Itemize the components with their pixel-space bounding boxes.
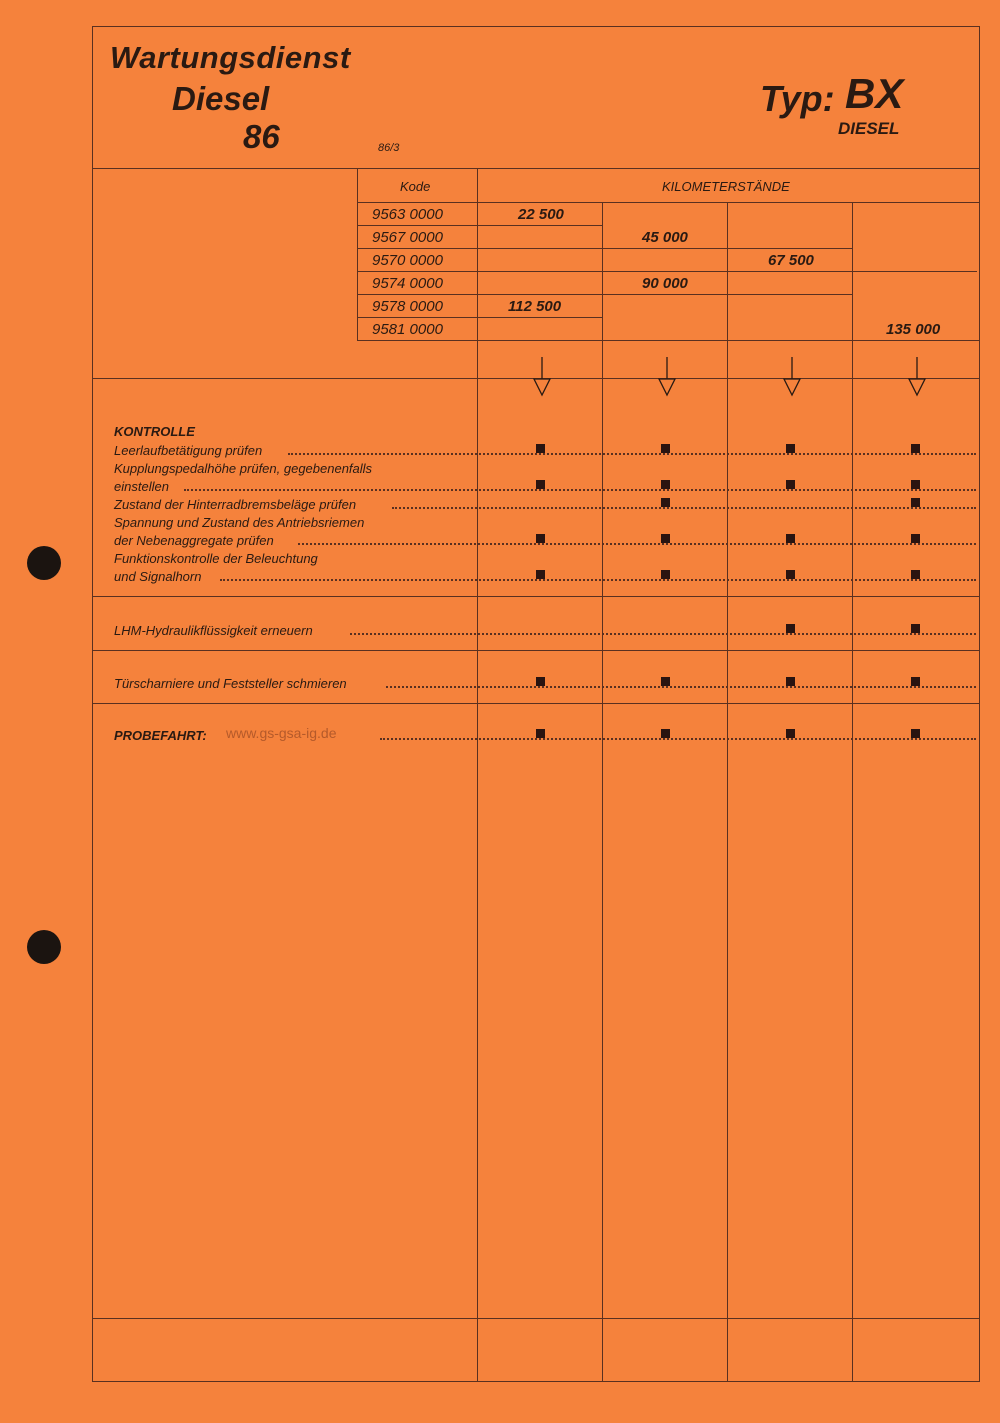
title-year: 86 xyxy=(243,118,280,155)
check-mark-square xyxy=(661,729,670,738)
form-reference: 86/3 xyxy=(378,142,400,154)
km-value: 22 500 xyxy=(518,206,564,223)
column-divider-4 xyxy=(852,202,853,1382)
footer-divider xyxy=(92,1318,980,1319)
check-mark-square xyxy=(661,570,670,579)
code-cell: 9581 0000 xyxy=(372,321,443,338)
task-label: Zustand der Hinterradbremsbeläge prüfen xyxy=(114,497,357,512)
check-mark-square xyxy=(661,480,670,489)
code-cell: 9563 0000 xyxy=(372,206,443,223)
row-line-4 xyxy=(357,294,852,295)
check-mark-square xyxy=(786,677,795,686)
check-mark-square xyxy=(536,480,545,489)
check-mark-square xyxy=(786,444,795,453)
header-divider xyxy=(92,168,980,169)
code-cell: 9567 0000 xyxy=(372,229,443,246)
km-column-header: KILOMETERSTÄNDE xyxy=(662,179,790,194)
typ-label: Typ: xyxy=(760,78,835,119)
kontrolle-heading: KONTROLLE xyxy=(114,424,195,439)
km-value: 90 000 xyxy=(642,275,688,292)
section-divider xyxy=(92,703,980,704)
task-label: der Nebenaggregate prüfen xyxy=(114,533,274,548)
check-mark-square xyxy=(911,480,920,489)
check-mark-square xyxy=(661,677,670,686)
check-mark-square xyxy=(911,444,920,453)
section-divider xyxy=(92,596,980,597)
km-value: 45 000 xyxy=(642,229,688,246)
task-label: Spannung und Zustand des Antriebsriemen xyxy=(114,515,365,530)
table-header-line xyxy=(357,202,980,203)
table-left-border xyxy=(357,168,358,340)
form-frame xyxy=(92,26,980,1382)
row-line-2 xyxy=(357,248,852,249)
check-mark-square xyxy=(661,534,670,543)
check-mark-square xyxy=(661,444,670,453)
task-label: einstellen xyxy=(114,479,169,494)
typ-sub: DIESEL xyxy=(838,119,900,138)
check-mark-square xyxy=(786,624,795,633)
km-value: 135 000 xyxy=(886,321,941,338)
km-value: 112 500 xyxy=(508,298,562,315)
code-cell: 9574 0000 xyxy=(372,275,443,292)
column-divider-1 xyxy=(477,168,478,1382)
down-arrow-icon xyxy=(657,357,677,397)
down-arrow-icon xyxy=(907,357,927,397)
watermark-text: www.gs-gsa-ig.de xyxy=(226,725,337,741)
check-mark-square xyxy=(911,624,920,633)
typ-value: BX xyxy=(845,70,904,117)
punch-hole-bottom xyxy=(27,930,61,964)
check-mark-square xyxy=(786,729,795,738)
dotted-leader xyxy=(350,633,976,635)
down-arrow-icon xyxy=(532,357,552,397)
check-mark-square xyxy=(911,570,920,579)
dotted-leader xyxy=(386,686,976,688)
dotted-leader xyxy=(392,507,976,509)
down-arrow-icon xyxy=(782,357,802,397)
row-line-6 xyxy=(357,340,980,341)
km-value: 67 500 xyxy=(768,252,814,269)
check-mark-square xyxy=(536,729,545,738)
task-label: Kupplungspedalhöhe prüfen, gegebenenfalls xyxy=(114,461,373,476)
check-mark-square xyxy=(911,534,920,543)
check-mark-square xyxy=(786,534,795,543)
task-label: LHM-Hydraulikflüssigkeit erneuern xyxy=(114,623,313,638)
punch-hole-top xyxy=(27,546,61,580)
title-diesel: Diesel xyxy=(172,80,270,117)
check-mark-square xyxy=(661,498,670,507)
dotted-leader xyxy=(220,579,976,581)
dotted-leader xyxy=(380,738,976,740)
check-mark-square xyxy=(911,677,920,686)
row-line-5 xyxy=(357,317,602,318)
code-column-header: Kode xyxy=(400,179,431,194)
dotted-leader xyxy=(298,543,976,545)
check-mark-square xyxy=(536,570,545,579)
dotted-leader xyxy=(184,489,976,491)
probefahrt-label: PROBEFAHRT: xyxy=(114,728,207,743)
check-mark-square xyxy=(911,729,920,738)
task-label: und Signalhorn xyxy=(114,569,202,584)
column-divider-2 xyxy=(602,202,603,1382)
title-wartungsdienst: Wartungsdienst xyxy=(110,40,351,75)
column-divider-3 xyxy=(727,202,728,1382)
check-mark-square xyxy=(536,444,545,453)
row-line-1 xyxy=(357,225,602,226)
dotted-leader xyxy=(288,453,976,455)
check-mark-square xyxy=(786,570,795,579)
check-mark-square xyxy=(786,480,795,489)
check-mark-square xyxy=(536,677,545,686)
check-mark-square xyxy=(536,534,545,543)
task-label: Türscharniere und Feststeller schmieren xyxy=(114,676,347,691)
section-divider xyxy=(92,650,980,651)
code-cell: 9570 0000 xyxy=(372,252,443,269)
code-cell: 9578 0000 xyxy=(372,298,443,315)
check-mark-square xyxy=(911,498,920,507)
task-label: Leerlaufbetätigung prüfen xyxy=(114,443,263,458)
row-line-3 xyxy=(357,271,977,272)
task-label: Funktionskontrolle der Beleuchtung xyxy=(114,551,318,566)
